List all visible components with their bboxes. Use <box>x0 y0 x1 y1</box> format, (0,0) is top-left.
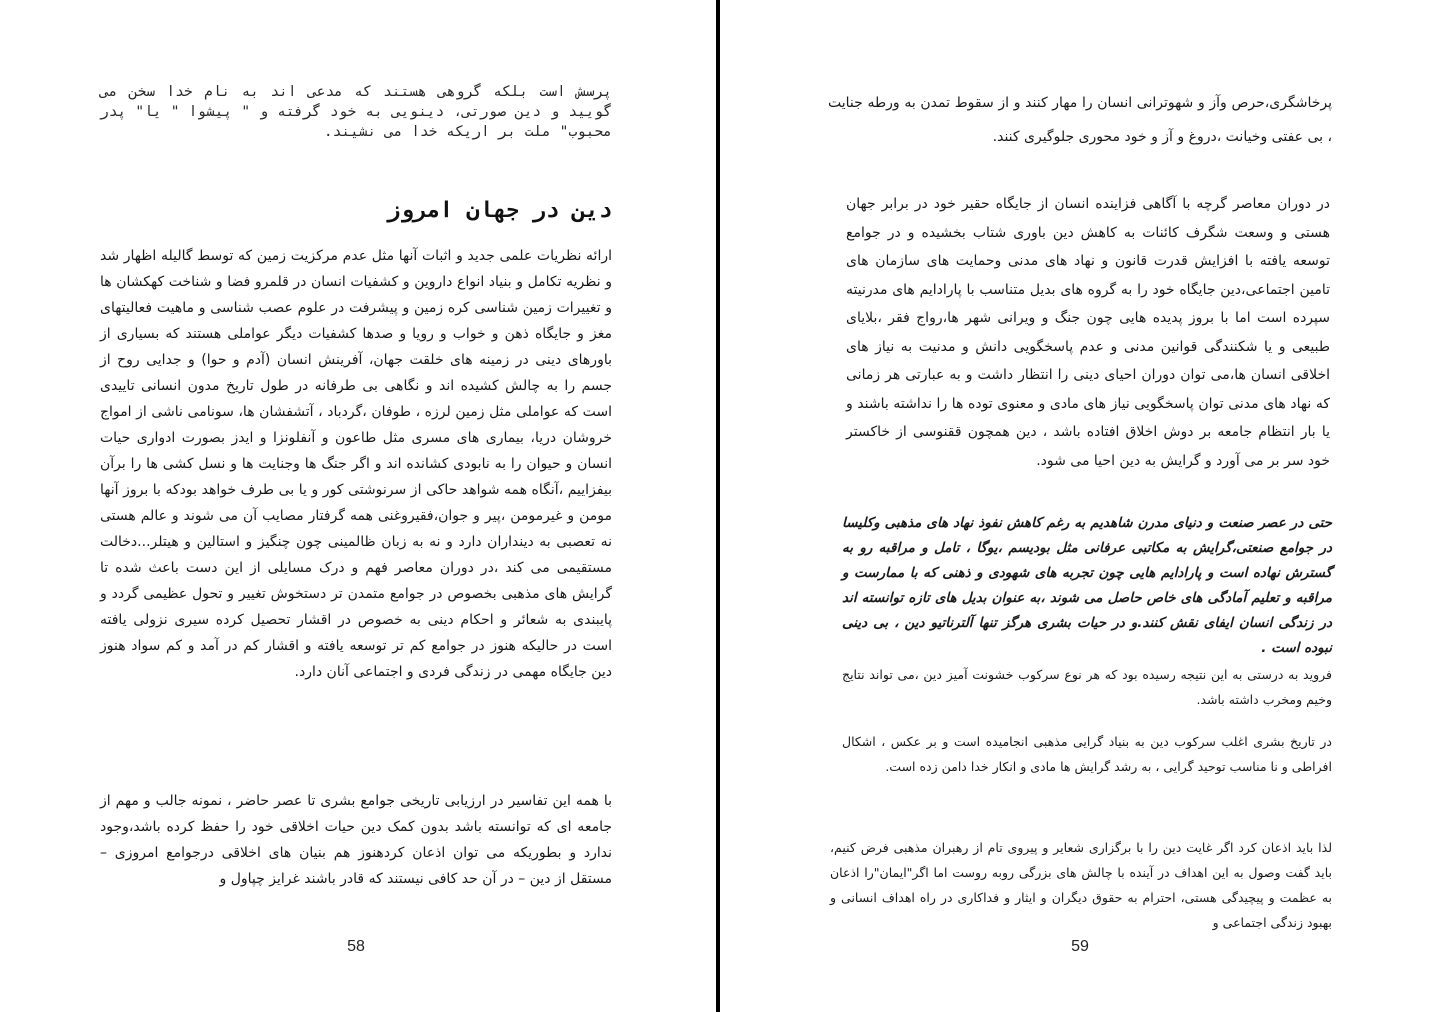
right-top-paragraph: پرخاشگری،حرص وآز و شهوترانی انسان را مهار کنند و از سقوط تمدن به ورطه جنایت ، بی عفتی وخیانت ،دروغ و آز و خود محوری جلوگیری کنند. <box>828 95 1332 145</box>
right-page <box>722 0 1438 1012</box>
right-paragraph-2: حتی در عصر صنعت و دنیای مدرن شاهدیم به رغم کاهش نفوذ نهاد های مذهبی وکلیسا در جوامع صنعتی،گرایش به مکاتبی عرفانی مثل بودیسم ،یوگا ، تامل و مراقبه رو به گسترش نهاده است و پارادایم هایی چون تجربه های شهودی و ذهنی که با ممارست و مراقبه و تعلیم آمادگی های خاص حاصل می شوند ،به عنوان بدیل های تازه توانسته اند در زندگی انسان ایفای نقش کنند.و در حیات بشری هرگز تنها آلترناتیو دین ، بی دینی نبوده است . <box>842 515 1332 656</box>
spread-divider <box>716 0 720 1012</box>
page-number-right: 59 <box>1071 938 1089 955</box>
right-paragraph-1: در دوران معاصر گرچه با آگاهی فزاینده انسان از جایگاه حقیر خود در برابر جهان هستی و وسعت شگرف کائنات به کاهش دین باوری شتاب بخشیده و در جوامع توسعه یافته با افزایش قدرت قانون و نهاد های مدنی وحمایت های سازمان های تامین اجتماعی،دین جایگاه خود را به گروه های بدیل متناسب با پارادایم های مدرنیته سپرده است اما با بروز پدیده هایی چون جنگ و ویرانی شهر ها،رواج فقر ،بلایای طبیعی و یا شکنندگی قوانین مدنی و عدم پاسخگویی دانش و مدنیت به نیاز های اخلاقی انسان ها،می توان دوران احیای دینی را انتظار داشت و به عبارتی هر زمانی که نهاد های مدنی توان پاسخگویی نیاز های مادی و معنوی توده ها را نداشته باشند و یا بار انتظام جامعه بر دوش اخلاق افتاده باشد ، دین همچون ققنوسی از خاکستر خود سر بر می آورد و گرایش به دین احیا می شود. <box>846 196 1330 469</box>
left-paragraph-1: ارائه نظریات علمی جدید و اثبات آنها مثل عدم مرکزیت زمین که توسط گالیله اظهار شد و نظریه تکامل و بنیاد انواع داروین و کشفیات انسان در قلمرو فضا و شناخت کهکشان ها و تغییرات زمین شناسی کره زمین و پیشرفت در علوم عصب شناسی و ماهیت فعالیتهای مغز و جایگاه ذهن و خواب و رویا و صدها کشفیات دیگر عواملی هستند که بسیاری از باورهای دینی در زمینه های خلقت جهان، آفرینش انسان (آدم و حوا) و جدایی روح از جسم را به چالش کشیده اند و نگاهی بی طرفانه در طول تاریخ مدون انسانی تاییدی است که عواملی مثل زمین لرزه ، طوفان ،گردباد ، آتشفشان ها، سونامی ناشی از امواج خروشان دریا، بیماری های مسری مثل طاعون و آنفلونزا و ایدز بصورت ادواری حیات انسان و حیوان را به نابودی کشانده اند و اگر جنگ ها وجنایت ها و نسل کشی ها را برآن بیفزاییم ،آنگاه همه شواهد حاکی از سرنوشتی کور و یا بی طرف خواهد بودکه با بروز آنها مومن و غیرمومن ،پیر و جوان،فقیروغنی همه گرفتار مصایب آن می شوند و عالم هستی نه تعصبی به دینداران دارد و نه به زبان ظالمینی چون چنگیز و استالین و هیتلر...دخالت مستقیمی می کند ،در دوران معاصر فهم و درک مسایلی از این دست باعث شده تا گرایش های مذهبی بخصوص در جوامع متمدن تر دستخوش تغییر و تحول عظیمی گردد و پایبندی به شعائر و احکام دینی به خصوص در اقشار تحصیل کرده سیری نزولی یافته است در حالیکه هنوز در جوامع کم تر توسعه یافته و اقشار کم در آمد و کم سواد هنوز دین جایگاه مهمی در زندگی فردی و اجتماعی آنان دارد. <box>100 248 612 680</box>
left-top-paragraph: پرسش است بلکه گروهی هستند که مدعی اند به نام خدا سخن می گویید و دین صورتی، دینویی به خود گرفته و " پیشوا " یا" پدر محبوب" ملت بر اریکه خدا می نشیند. <box>100 84 612 140</box>
right-paragraph-4: در تاریخ بشری اغلب سرکوب دین به بنیاد گرایی مذهبی انجامیده است و بر عکس ، اشکال افراطی و نا مناسب توحید گرایی ، به رشد گرایش ها مادی و انکار خدا دامن زده است. <box>842 734 1332 774</box>
right-paragraph-5: لذا باید اذعان کرد اگر غایت دین را با برگزاری شعایر و پیروی تام از رهبران مذهبی فرض کنیم، باید گفت وصول به این اهداف در آینده با چالش های بزرگی روبه روست اما اگر"ایمان"را اذعان به عظمت و پیچیدگی هستی، احترام به حقوق دیگران و ایثار و فداکاری در راه اهداف انسانی و بهبود زندگی اجتماعی و <box>830 840 1332 930</box>
section-heading: دین در جهان امروز <box>386 198 612 223</box>
left-page <box>0 0 716 1012</box>
page-number-left: 58 <box>347 938 365 955</box>
right-paragraph-3: فروید به درستی به این نتیجه رسیده بود که هر نوع سرکوب خشونت آمیز دین ،می تواند نتایج وخیم ومخرب داشته باشد. <box>842 667 1332 707</box>
left-paragraph-2: با همه این تفاسیر در ارزیابی تاریخی جوامع بشری تا عصر حاضر ، نمونه جالب و مهم از جامعه ای که توانسته باشد بدون کمک دین حیات اخلاقی خود را حفظ کرده باشد،وجود ندارد و بطوریکه می توان اذعان کردهنوز هم بنیان های اخلاقی درجوامع امروزی – مستقل از دین – در آن حد کافی نیستند که قادر باشند غرایز چپاول و <box>100 793 612 887</box>
